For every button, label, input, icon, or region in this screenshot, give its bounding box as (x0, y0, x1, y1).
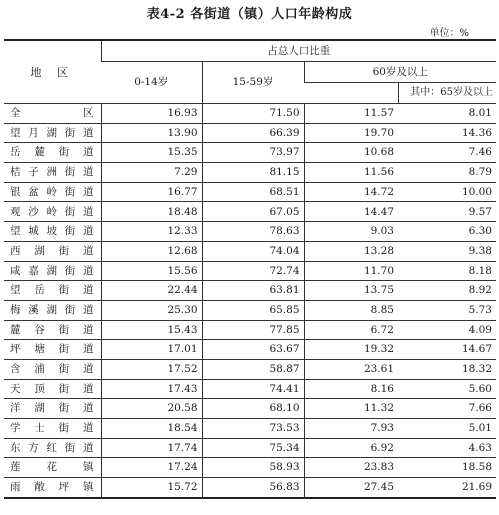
region-name-cell: 含浦街道 (4, 359, 101, 379)
value-60plus-cell: 10.68 (304, 143, 398, 163)
table-row (4, 143, 496, 163)
region-name-cell: 麓谷街道 (4, 320, 101, 340)
value-60plus-cell: 6.92 (304, 438, 398, 458)
region-name-cell: 莲花镇 (4, 458, 101, 478)
value-15-59-cell: 77.85 (202, 320, 304, 340)
region-name-cell: 学士街道 (4, 419, 101, 439)
col-header-60plus-blank (304, 83, 398, 104)
value-0-14-cell: 15.72 (101, 478, 202, 498)
table-row (4, 320, 496, 340)
region-name-cell: 望月湖街道 (4, 123, 101, 143)
value-65plus-cell: 8.01 (398, 104, 496, 124)
value-15-59-cell: 74.04 (202, 241, 304, 261)
region-name-cell: 坪塘街道 (4, 340, 101, 360)
value-60plus-cell: 14.72 (304, 182, 398, 202)
age-structure-table (4, 39, 496, 499)
value-60plus-cell: 9.03 (304, 222, 398, 242)
table-row (4, 202, 496, 222)
value-60plus-cell: 6.72 (304, 320, 398, 340)
value-0-14-cell: 7.29 (101, 163, 202, 183)
value-0-14-cell: 16.77 (101, 182, 202, 202)
value-0-14-cell: 15.56 (101, 261, 202, 281)
region-name-cell: 全区 (4, 104, 101, 124)
col-header-65plus: 其中：65岁及以上 (398, 83, 496, 104)
value-0-14-cell: 25.30 (101, 300, 202, 320)
value-0-14-cell: 17.52 (101, 359, 202, 379)
value-60plus-cell: 11.57 (304, 104, 398, 124)
table-row (4, 281, 496, 301)
region-name-cell: 望城坡街道 (4, 222, 101, 242)
value-0-14-cell: 22.44 (101, 281, 202, 301)
value-60plus-cell: 13.28 (304, 241, 398, 261)
value-15-59-cell: 78.63 (202, 222, 304, 242)
value-0-14-cell: 17.24 (101, 458, 202, 478)
value-0-14-cell: 17.43 (101, 379, 202, 399)
region-name-cell: 岳麓街道 (4, 143, 101, 163)
value-60plus-cell: 8.16 (304, 379, 398, 399)
value-0-14-cell: 18.54 (101, 419, 202, 439)
unit-label: 单位：% (429, 28, 469, 39)
table-row (4, 300, 496, 320)
value-15-59-cell: 56.83 (202, 478, 304, 498)
table-row (4, 399, 496, 419)
value-65plus-cell: 6.30 (398, 222, 496, 242)
value-60plus-cell: 23.83 (304, 458, 398, 478)
region-name-cell: 咸嘉湖街道 (4, 261, 101, 281)
value-65plus-cell: 9.38 (398, 241, 496, 261)
col-header-60plus: 60岁及以上 (304, 62, 496, 83)
region-header: 地 区 (4, 40, 101, 104)
region-name-cell: 桔子洲街道 (4, 163, 101, 183)
value-60plus-cell: 23.61 (304, 359, 398, 379)
table-row (4, 241, 496, 261)
table-body (4, 104, 496, 498)
value-0-14-cell: 12.68 (101, 241, 202, 261)
table-row (4, 182, 496, 202)
table-row (4, 458, 496, 478)
table-row (4, 478, 496, 498)
table-row (4, 340, 496, 360)
table-row (4, 419, 496, 439)
value-15-59-cell: 58.93 (202, 458, 304, 478)
value-65plus-cell: 14.36 (398, 123, 496, 143)
value-15-59-cell: 73.53 (202, 419, 304, 439)
table-row (4, 438, 496, 458)
table-row (4, 222, 496, 242)
region-name-cell: 望岳街道 (4, 281, 101, 301)
value-60plus-cell: 11.70 (304, 261, 398, 281)
table-header (4, 40, 496, 104)
value-0-14-cell: 12.33 (101, 222, 202, 242)
value-0-14-cell: 15.35 (101, 143, 202, 163)
value-60plus-cell: 11.32 (304, 399, 398, 419)
value-15-59-cell: 68.10 (202, 399, 304, 419)
value-15-59-cell: 66.39 (202, 123, 304, 143)
value-65plus-cell: 5.01 (398, 419, 496, 439)
value-60plus-cell: 19.32 (304, 340, 398, 360)
value-60plus-cell: 11.56 (304, 163, 398, 183)
value-0-14-cell: 17.74 (101, 438, 202, 458)
value-0-14-cell: 15.43 (101, 320, 202, 340)
value-15-59-cell: 72.74 (202, 261, 304, 281)
table-row (4, 261, 496, 281)
value-65plus-cell: 7.46 (398, 143, 496, 163)
value-15-59-cell: 65.85 (202, 300, 304, 320)
value-65plus-cell: 9.57 (398, 202, 496, 222)
value-65plus-cell: 10.00 (398, 182, 496, 202)
value-0-14-cell: 17.01 (101, 340, 202, 360)
value-15-59-cell: 74.41 (202, 379, 304, 399)
value-60plus-cell: 13.75 (304, 281, 398, 301)
value-60plus-cell: 19.70 (304, 123, 398, 143)
value-65plus-cell: 5.60 (398, 379, 496, 399)
region-name-cell: 雨敞坪镇 (4, 478, 101, 498)
group-header: 占总人口比重 (101, 40, 496, 62)
value-60plus-cell: 27.45 (304, 478, 398, 498)
value-60plus-cell: 7.93 (304, 419, 398, 439)
table-title: 表4-2 各街道（镇）人口年龄构成 (146, 7, 353, 22)
value-65plus-cell: 4.63 (398, 438, 496, 458)
region-name-cell: 西湖街道 (4, 241, 101, 261)
value-15-59-cell: 81.15 (202, 163, 304, 183)
value-65plus-cell: 8.79 (398, 163, 496, 183)
region-name-cell: 天顶街道 (4, 379, 101, 399)
table-row (4, 379, 496, 399)
col-header-0-14: 0-14岁 (101, 62, 202, 104)
table-row (4, 123, 496, 143)
col-header-15-59: 15-59岁 (202, 62, 304, 104)
region-name-cell: 洋湖街道 (4, 399, 101, 419)
value-60plus-cell: 14.47 (304, 202, 398, 222)
value-65plus-cell: 18.58 (398, 458, 496, 478)
table-row (4, 163, 496, 183)
value-15-59-cell: 58.87 (202, 359, 304, 379)
region-name-cell: 银盆岭街道 (4, 182, 101, 202)
value-65plus-cell: 8.92 (398, 281, 496, 301)
value-15-59-cell: 63.67 (202, 340, 304, 360)
value-65plus-cell: 8.18 (398, 261, 496, 281)
value-0-14-cell: 16.93 (101, 104, 202, 124)
value-15-59-cell: 67.05 (202, 202, 304, 222)
table-row (4, 359, 496, 379)
value-60plus-cell: 8.85 (304, 300, 398, 320)
value-15-59-cell: 75.34 (202, 438, 304, 458)
value-15-59-cell: 63.81 (202, 281, 304, 301)
value-0-14-cell: 20.58 (101, 399, 202, 419)
region-name-cell: 梅溪湖街道 (4, 300, 101, 320)
value-15-59-cell: 71.50 (202, 104, 304, 124)
value-65plus-cell: 5.73 (398, 300, 496, 320)
value-15-59-cell: 68.51 (202, 182, 304, 202)
region-name-cell: 东方红街道 (4, 438, 101, 458)
value-65plus-cell: 21.69 (398, 478, 496, 498)
value-65plus-cell: 18.32 (398, 359, 496, 379)
value-0-14-cell: 13.90 (101, 123, 202, 143)
value-0-14-cell: 18.48 (101, 202, 202, 222)
region-name-cell: 观沙岭街道 (4, 202, 101, 222)
value-65plus-cell: 4.09 (398, 320, 496, 340)
value-65plus-cell: 14.67 (398, 340, 496, 360)
value-65plus-cell: 7.66 (398, 399, 496, 419)
table-row (4, 104, 496, 124)
value-15-59-cell: 73.97 (202, 143, 304, 163)
